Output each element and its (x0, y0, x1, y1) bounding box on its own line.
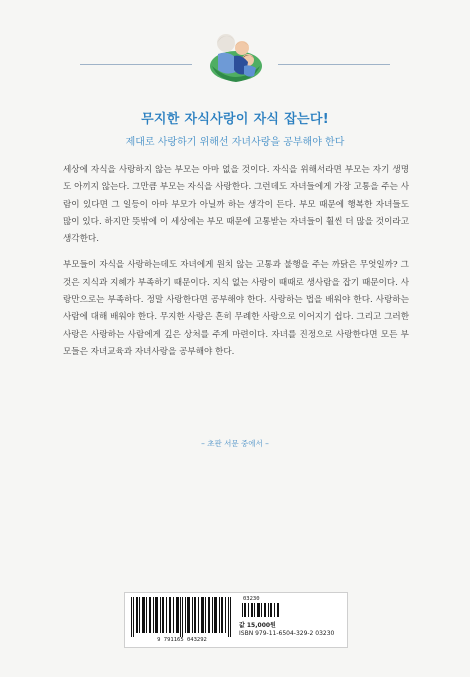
barcode-number: 9 791165 043292 (157, 637, 207, 643)
family-emblem-icon (198, 26, 274, 86)
paragraph-1: 세상에 자식을 사랑하지 않는 부모는 아마 없을 것이다. 자식을 위해서라면 부모는 자기 생명도 아끼지 않는다. 그만큼 부모는 자식을 사랑한다. 그런데도 자녀들에게 가장 고통을 주는 사람이 있다면 그 일등이 아마 부모가 아닐까 하는 생각이 든다. 부모 때문에 행복한 자녀들도 많이 있다. 하지만 뜻밖에 이 세상에는 부모 때문에 고통받는 자녀들이 훨씬 더 많을 것이라고 생각한다. (63, 165, 409, 245)
isbn-barcode-icon (129, 597, 237, 637)
headline: 무지한 자식사랑이 자식 잡는다! (141, 112, 329, 127)
source-attribution: – 초판 서문 중에서 – (201, 439, 269, 448)
addon-number: 03230 (243, 596, 260, 602)
preface-excerpt (63, 162, 409, 370)
barcode-panel (124, 592, 348, 648)
decorative-rule-right (278, 64, 390, 65)
isbn-label: ISBN 979-11-6504-329-2 03230 (239, 630, 335, 637)
subheadline: 제대로 사랑하기 위해선 자녀사랑을 공부해야 한다 (125, 137, 345, 148)
addon-barcode-icon (241, 603, 281, 617)
paragraph-2: 부모들이 자식을 사랑하는데도 자녀에게 원치 않는 고통과 불행을 주는 까닭은 무엇일까? 그것은 지식과 지혜가 부족하기 때문이다. 지식 없는 사랑이 때때로 생사람을 잡기 때문이다. 사랑만으로는 부족하다. 정말 사랑한다면 공부해야 한다. 사랑하는 법을 배워야 한다. 사랑하는 사람에 대해 배워야 한다. 무지한 사랑은 흔히 무례한 사랑으로 이어지기 쉽다. 그리고 그러한 사랑은 사랑하는 사람에게 깊은 상처를 주게 마련이다. 자녀를 진정으로 사랑한다면 모든 부모들은 자녀교육과 자녀사랑을 공부해야 한다. (63, 260, 409, 357)
decorative-rule-left (80, 64, 192, 65)
price-label: 값 15,000원 (239, 622, 276, 629)
